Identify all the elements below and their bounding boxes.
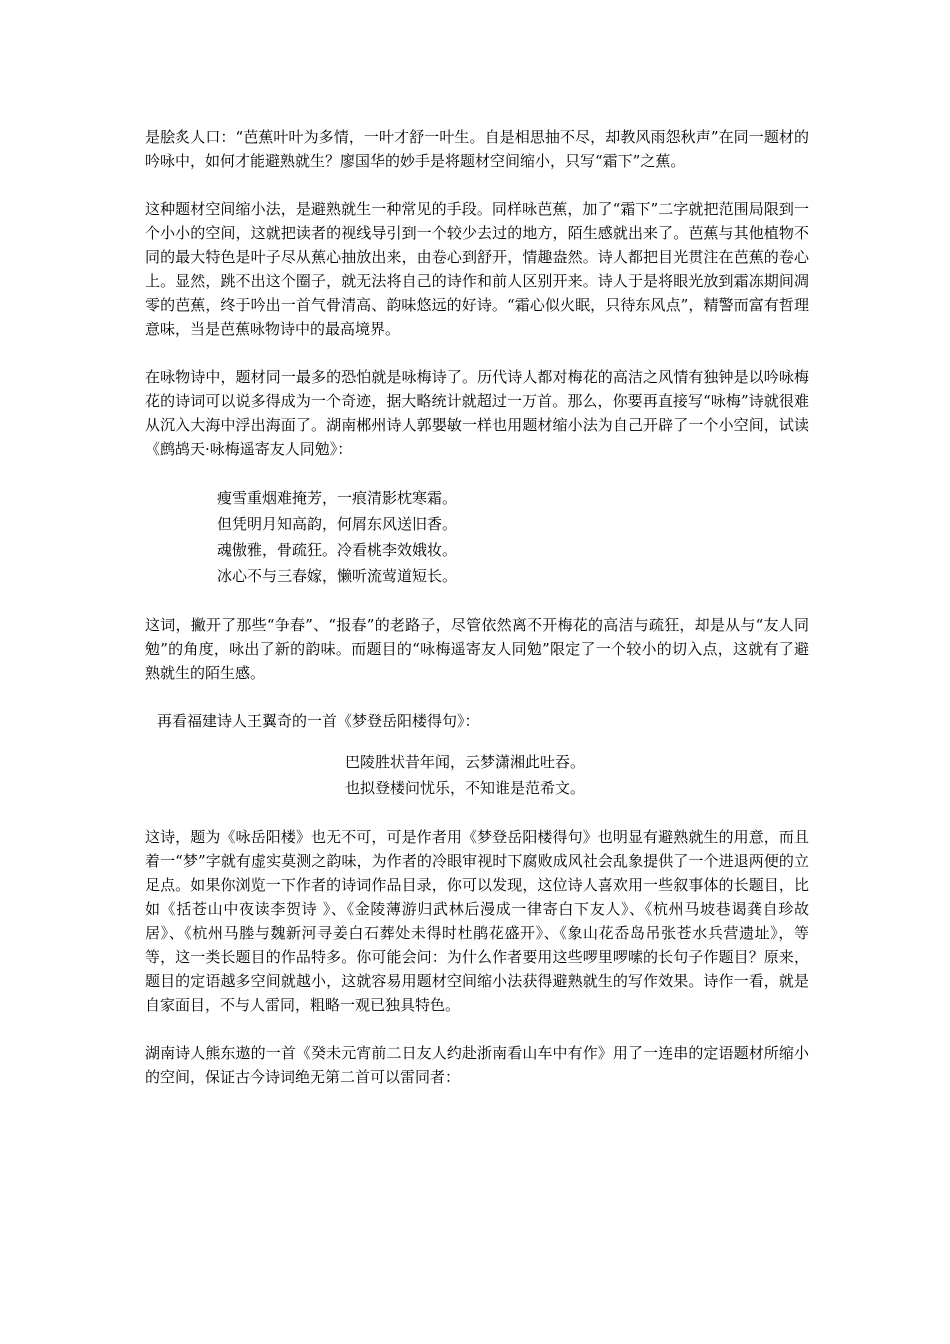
paragraph-yueyang-commentary: 这诗，题为《咏岳阳楼》也无不可，可是作者用《梦登岳阳楼得句》也明显有避熟就生的用意，而且着一“梦”字就有虚实莫测之韵味，为作者的冷眼审视时下腐败成风社会乱象提供了一个进退两便的立足点。如果你浏览一下作者的诗词作品目录，你可以发现，这位诗人喜欢用一些叙事体的长题目，比如《括苍山中夜读李贺诗 》、《金陵薄游归武林后漫成一律寄白下友人》、《杭州马坡巷谒龚自珍故居》、《杭州马塍与魏新河寻姜白石葬处未得时杜鹃花盛开》、《象山花岙岛吊张苍水兵营遗址》，等等，这一类长题目的作品特多。你可能会问：为什么作者要用这些啰里啰嗦的长句子作题目？原来，题目的定语越多空间就越小，这就容易用题材空间缩小法获得避熟就生的写作效果。诗作一看，就是自家面目，不与人雷同，粗略一观已独具特色。: [145, 828, 809, 1014]
poem-line: 但凭明月知高韵，何屑东风送旧香。: [217, 515, 458, 533]
poem-line: 冰心不与三春嫁，懒听流莺道短长。: [217, 567, 458, 585]
paragraph-xiong-dongao: 湖南诗人熊东遨的一首《癸未元宵前二日友人约赴浙南看山车中有作》用了一连串的定语题材所缩小的空间，保证古今诗词绝无第二首可以雷同者：: [145, 1044, 809, 1086]
paragraph-yueyang-intro: 再看福建诗人王翼奇的一首《梦登岳阳楼得句》：: [157, 712, 480, 730]
poem-line: 瘦雪重烟难掩芳，一痕清影枕寒霜。: [217, 489, 458, 507]
poem-line: 也拟登楼问忧乐，不知谁是范希文。: [345, 779, 586, 797]
paragraph-banana-poem: 是脍炙人口：“芭蕉叶叶为多情，一叶才舒一叶生。自是相思抽不尽，却教风雨怨秋声”在同一题材的吟咏中，如何才能避熟就生？廖国华的妙手是将题材空间缩小，只写“霜下”之蕉。: [145, 128, 809, 170]
paragraph-plum-poems: 在咏物诗中，题材同一最多的恐怕就是咏梅诗了。历代诗人都对梅花的高洁之风情有独钟是以吟咏梅花的诗词可以说多得成为一个奇迹，据大略统计就超过一万首。那么，你要再直接写“咏梅”诗就很难从沉入大海中浮出海面了。湖南郴州诗人郭嬰敏一样也用题材缩小法为自己开辟了一个小空间，试读《鹧鸪天·咏梅遥寄友人同勉》：: [145, 368, 809, 458]
poem-zhegutian-plum: [145, 485, 809, 589]
paragraph-plum-commentary: 这词，撇开了那些“争春”、“报春”的老路子，尽管依然离不开梅花的高洁与疏狂，却是从与“友人同勉”的角度，咏出了新的韵味。而题目的“咏梅遥寄友人同勉”限定了一个较小的切入点，这就有了避熟就生的陌生感。: [145, 616, 809, 682]
poem-yueyang-tower: [145, 749, 809, 801]
paragraph-space-reduction: 这种题材空间缩小法，是避熟就生一种常见的手段。同样咏芭蕉，加了“霜下”二字就把范围局限到一个小小的空间，这就把读者的视线导引到一个较少去过的地方，陌生感就出来了。芭蕉与其他植物不同的最大特色是叶子尽从蕉心抽放出来，由卷心到舒开，情趣盎然。诗人都把目光贯注在芭蕉的卷心上。显然，跳不出这个圈子，就无法将自己的诗作和前人区别开来。诗人于是将眼光放到霜冻期间凋零的芭蕉，终于吟出一首气骨清高、韵味悠远的好诗。“霜心似火眠，只待东风点”，精警而富有哲理意味，当是芭蕉咏物诗中的最高境界。: [145, 200, 809, 338]
poem-line: 魂傲雅，骨疏狂。冷看桃李效娥妆。: [217, 541, 458, 559]
document-body: [145, 125, 809, 1089]
poem-line: 巴陵胜状昔年闻，云梦潇湘此吐吞。: [345, 753, 586, 771]
